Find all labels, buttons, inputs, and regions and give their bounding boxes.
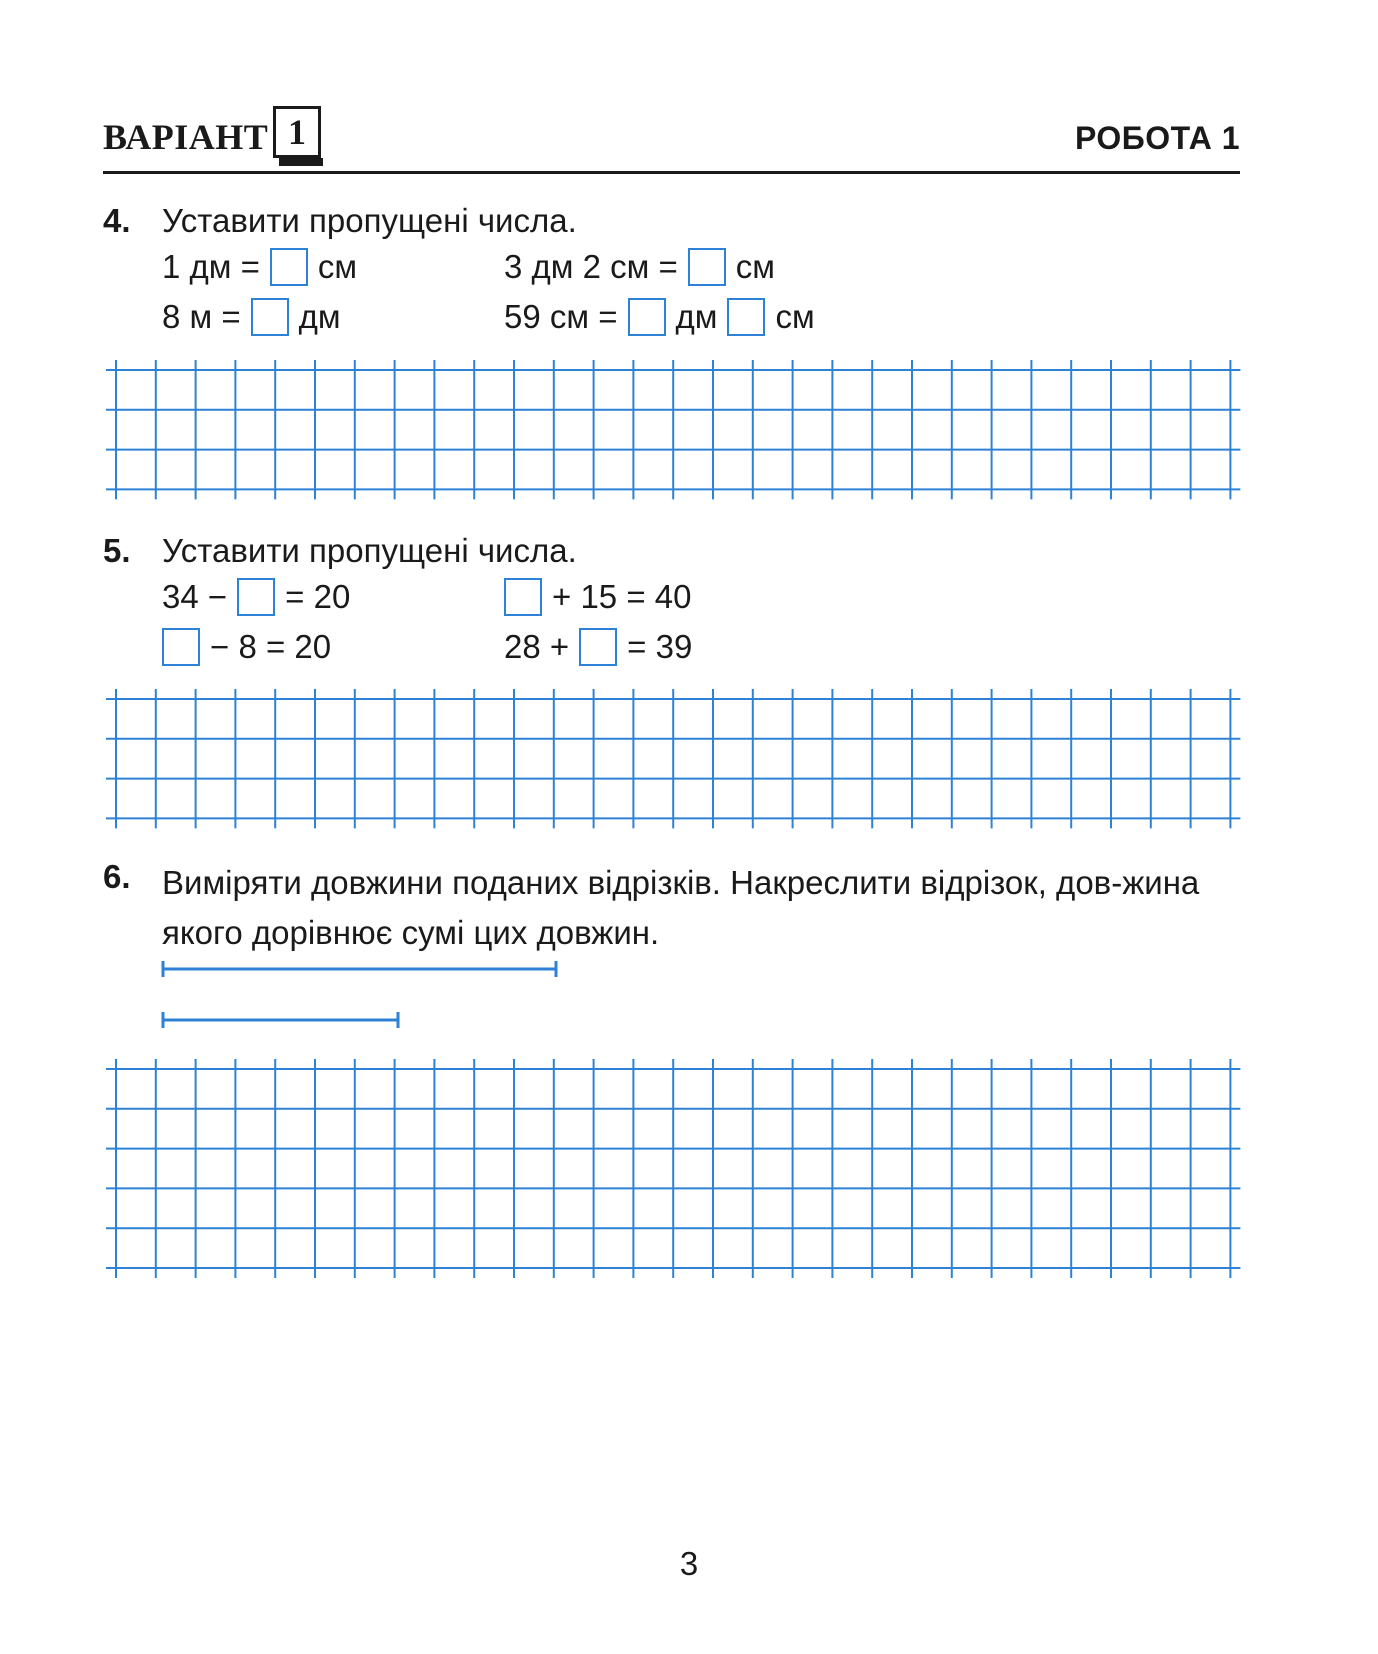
eq-text: 34 −	[162, 578, 228, 615]
task-4-row2-right	[504, 298, 815, 336]
answer-box[interactable]	[504, 578, 542, 616]
eq-text: дм	[298, 298, 341, 335]
grid-task-5[interactable]	[106, 689, 1244, 829]
variant-label: ВАРІАНТ	[103, 117, 269, 157]
eq-text: − 8 = 20	[210, 628, 332, 665]
task-4-row2-left	[162, 298, 341, 336]
task-5-row2-left	[152, 628, 331, 666]
segment-short	[163, 1012, 398, 1028]
answer-box[interactable]	[162, 628, 200, 666]
eq-text: см	[735, 248, 775, 285]
segment-long	[163, 961, 556, 977]
work-title: РОБОТА 1	[1074, 120, 1240, 156]
eq-text: 1 дм =	[162, 248, 260, 285]
task-5-row2-right	[504, 628, 692, 666]
task-6-number: 6.	[103, 858, 131, 895]
eq-text: 3 дм 2 см =	[504, 248, 678, 285]
eq-text: 59 см =	[504, 298, 618, 335]
task-5-row1-right	[494, 578, 691, 616]
variant-box-shadow	[279, 158, 323, 166]
answer-box[interactable]	[628, 298, 666, 336]
task-5-number: 5.	[103, 532, 131, 569]
task-5-instruction: Уставити пропущені числа.	[162, 532, 577, 569]
variant-number-box	[273, 106, 321, 158]
task-6-instruction: Виміряти довжини поданих відрізків. Накреслити відрізок, дов-жина якого дорівнює сумі цих довжин.	[162, 864, 1200, 951]
eq-text: = 39	[627, 628, 693, 665]
header-rule	[103, 171, 1240, 174]
eq-text: см	[317, 248, 358, 285]
variant-number: 1	[288, 112, 306, 152]
grid-task-6[interactable]	[106, 1059, 1244, 1279]
task-4-number: 4.	[103, 202, 131, 239]
eq-text: см	[775, 298, 815, 335]
task-4-row1-right	[504, 248, 775, 286]
segments	[158, 960, 558, 1040]
eq-text: дм	[675, 298, 718, 335]
eq-text: 8 м =	[162, 298, 241, 335]
task-5-row1-left	[162, 578, 350, 616]
answer-box[interactable]	[270, 248, 308, 286]
task-4-row1-left	[162, 248, 357, 286]
answer-box[interactable]	[727, 298, 765, 336]
page-number: 3	[679, 1545, 699, 1582]
answer-box[interactable]	[251, 298, 289, 336]
task-4-instruction: Уставити пропущені числа.	[162, 202, 577, 239]
grid-task-4[interactable]	[106, 360, 1244, 500]
answer-box[interactable]	[579, 628, 617, 666]
answer-box[interactable]	[688, 248, 726, 286]
eq-text: 28 +	[504, 628, 570, 665]
answer-box[interactable]	[237, 578, 275, 616]
eq-text: = 20	[285, 578, 351, 615]
eq-text: + 15 = 40	[552, 578, 692, 615]
